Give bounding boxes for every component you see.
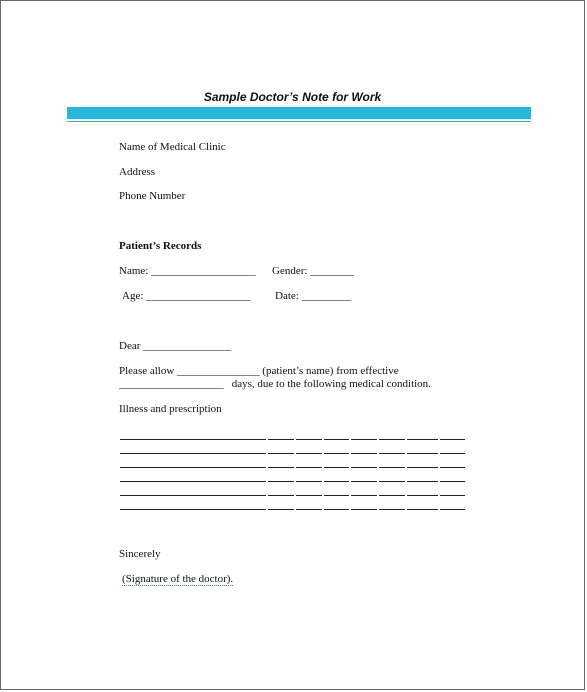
title-accent-bar (67, 107, 531, 119)
prescription-rule (120, 453, 465, 454)
prescription-rule (120, 509, 465, 510)
document-title: Sample Doctor’s Note for Work (203, 90, 382, 104)
sincerely-label: Sincerely (119, 548, 161, 560)
signature-text: (Signature of the doctor). (122, 573, 234, 585)
prescription-rule (120, 439, 465, 440)
allow-line-1: Please allow _______________ (patient’s name) from effective (119, 365, 399, 377)
patient-records-heading: Patient’s Records (119, 240, 202, 252)
address-label: Address (119, 166, 156, 178)
date-field: Date: _________ (275, 290, 352, 302)
prescription-rule (120, 467, 465, 468)
name-field: Name: ___________________ (119, 265, 256, 277)
title-accent-line (67, 121, 531, 122)
phone-number-label: Phone Number (119, 190, 186, 202)
signature-placeholder (122, 573, 233, 586)
dear-line: Dear ________________ (119, 340, 232, 352)
gender-field: Gender: ________ (272, 265, 355, 277)
prescription-rule (120, 495, 465, 496)
prescription-rule (120, 481, 465, 482)
age-field: Age: ___________________ (122, 290, 251, 302)
illness-prescription-label: Illness and prescription (119, 403, 222, 415)
clinic-name-label: Name of Medical Clinic (119, 141, 226, 153)
allow-line-2: ___________________ days, due to the following medical condition. (119, 378, 431, 390)
